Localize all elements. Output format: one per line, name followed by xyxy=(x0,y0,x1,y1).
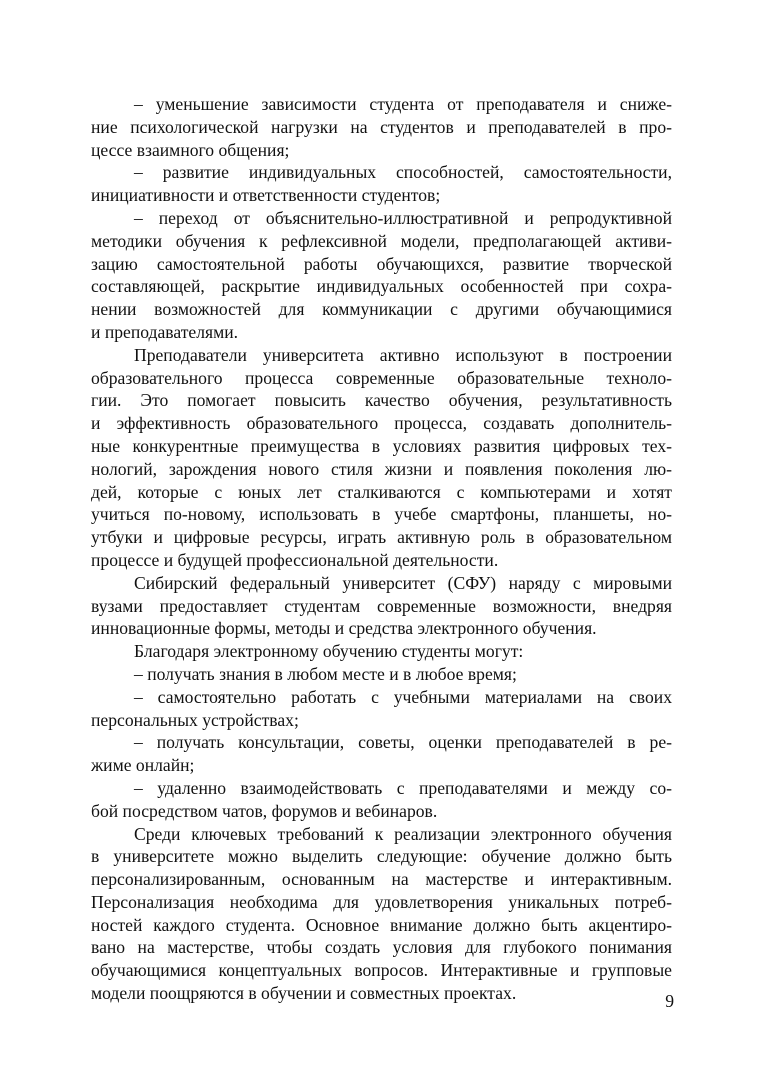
text-line: гии. Это помогает повысить качество обучения, результативность xyxy=(91,390,672,411)
text-line: Благодаря электронному обучению студенты могут: xyxy=(134,641,524,662)
text-line: цессе взаимного общения; xyxy=(91,139,290,160)
text-line: зацию самостоятельной работы обучающихся, развитие творческой xyxy=(91,253,672,274)
text-line: ние психологической нагрузки на студентов и преподавателей в про- xyxy=(91,116,672,137)
text-line: и преподавателями. xyxy=(91,321,239,342)
text-line: дей, которые с юных лет сталкиваются с компьютерами и хотят xyxy=(91,481,672,502)
text-line: составляющей, раскрытие индивидуальных особенностей при сохра- xyxy=(91,276,672,297)
text-line: утбуки и цифровые ресурсы, играть активную роль в образовательном xyxy=(91,527,672,548)
text-line: – переход от объяснительно-иллюстративной и репродуктивной xyxy=(134,207,672,228)
text-line: – удаленно взаимодействовать с преподавателями и между со- xyxy=(134,777,672,798)
text-line: вузами предоставляет студентам современные возможности, внедряя xyxy=(91,595,672,616)
page-number: 9 xyxy=(665,991,674,1011)
text-line: методики обучения к рефлексивной модели, предполагающей активи- xyxy=(91,230,672,251)
text-line: – самостоятельно работать с учебными материалами на своих xyxy=(134,686,672,707)
text-line: – развитие индивидуальных способностей, самостоятельности, xyxy=(134,162,672,183)
text-line: модели поощряются в обучении и совместных проектах. xyxy=(91,983,517,1004)
text-line: образовательного процесса современные образовательные техноло- xyxy=(91,367,672,388)
text-line: жиме онлайн; xyxy=(91,755,195,776)
text-line: Сибирский федеральный университет (СФУ) наряду с мировыми xyxy=(134,572,672,593)
text-line: ностей каждого студента. Основное внимание должно быть акцентиро- xyxy=(91,914,672,935)
text-line: Среди ключевых требований к реализации электронного обучения xyxy=(134,823,672,844)
text-line: обучающимися концептуальных вопросов. Интерактивные и групповые xyxy=(91,960,672,981)
text-line: инновационные формы, методы и средства электронного обучения. xyxy=(91,618,597,639)
text-line: нении возможностей для коммуникации с другими обучающимися xyxy=(91,299,672,320)
text-line: вано на мастерстве, чтобы создать условия для глубокого понимания xyxy=(91,937,672,958)
text-line: в университете можно выделить следующие: обучение должно быть xyxy=(91,846,672,867)
text-line: инициативности и ответственности студентов; xyxy=(91,185,441,206)
text-line: персонализированным, основанным на мастерстве и интерактивным. xyxy=(91,869,672,890)
text-line: Персонализация необходима для удовлетворения уникальных потреб- xyxy=(91,891,672,912)
text-line: процессе и будущей профессиональной деятельности. xyxy=(91,549,499,570)
text-line: Преподаватели университета активно используют в построении xyxy=(134,344,672,365)
text-line: бой посредством чатов, форумов и вебинаров. xyxy=(91,800,438,821)
page-body xyxy=(91,93,672,1005)
text-line: и эффективность образовательного процесса, создавать дополнитель- xyxy=(91,413,672,434)
text-line: ные конкурентные преимущества в условиях развития цифровых тех- xyxy=(91,435,672,456)
text-line: учиться по-новому, использовать в учебе смартфоны, планшеты, но- xyxy=(91,504,672,525)
text-line: – уменьшение зависимости студента от преподавателя и сниже- xyxy=(134,94,672,114)
text-line: – получать знания в любом месте и в любое время; xyxy=(134,663,517,684)
text-line: персональных устройствах; xyxy=(91,709,299,730)
text-line: нологий, зарождения нового стиля жизни и появления поколения лю- xyxy=(91,458,672,479)
text-line: – получать консультации, советы, оценки преподавателей в ре- xyxy=(134,732,672,753)
